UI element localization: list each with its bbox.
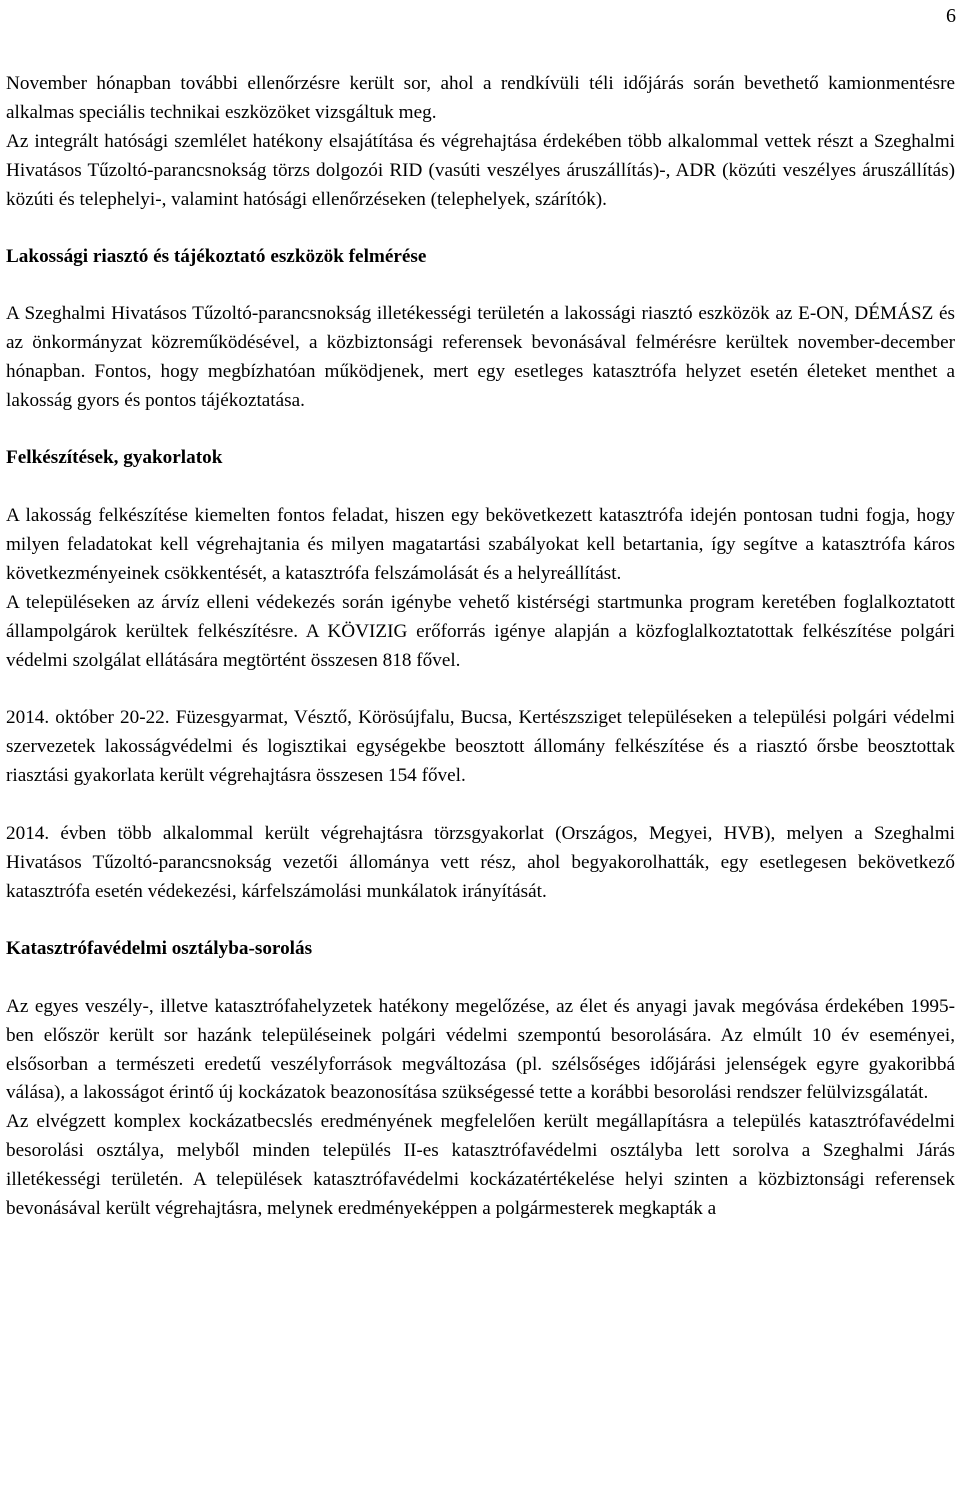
paragraph-lakossagi-1: A Szeghalmi Hivatásos Tűzoltó-parancsnokság illetékességi területén a lakossági riasztó eszközök az E-ON, DÉMÁSZ és az önkormányzat közreműködésével, a közbiztonsági referensek bevonásával felmérésre kerültek november-december hónapban. Fontos, hogy megbízhatóan működjenek, mert egy esetleges katasztrófa helyzet esetén életeket menthet a lakosság gyors és pontos tájékoztatása. (6, 303, 955, 412)
document-body (6, 70, 955, 1224)
heading-besorolas: Katasztrófavédelmi osztályba-sorolás (6, 937, 313, 959)
paragraph-felkeszitesek-4: 2014. évben több alkalommal került végrehajtásra törzsgyakorlat (Országos, Megyei, HVB), melyen a Szeghalmi Hivatásos Tűzoltó-parancsnokság vezetői állománya vett rész, ahol begyakorolhatták, egy esetlegesen bekövetkező katasztrófa esetén védekezési, kárfelszámolási munkálatok irányítását. (6, 823, 955, 902)
paragraph-besorolas-1: Az egyes veszély-, illetve katasztrófahelyzetek hatékony megelőzése, az élet és anyagi javak megóvása érdekében 1995-ben először került sor hazánk településeinek polgári védelmi szempontú besorolására. Az elmúlt 10 év eseményei, elsősorban a természeti eredetű veszélyforrások megváltozása (pl. szélsőséges időjárási jelenségek egyre gyakoribbá válása), a lakosságot érintő új kockázatok beazonosítása szükségessé tette a korábbi besorolási rendszer felülvizsgálatát. (6, 995, 955, 1104)
paragraph-felkeszitesek-3: 2014. október 20-22. Füzesgyarmat, Vésztő, Körösújfalu, Bucsa, Kertészsziget településeken a települési polgári védelmi szervezetek lakosságvédelmi és logisztikai egységekbe beosztott állomány felkészítése és a riasztó őrsbe beosztottak riasztási gyakorlata került végrehajtásra összesen 154 fővel. (6, 707, 955, 787)
paragraph-intro-2: Az integrált hatósági szemlélet hatékony elsajátítása és végrehajtása érdekében több alkalommal vettek részt a Szeghalmi Hivatásos Tűzoltó-parancsnokság törzs dolgozói RID (vasúti veszélyes áruszállítás)-, ADR (közúti veszélyes áruszállítás) közúti és telephelyi-, valamint hatósági ellenőrzéseken (telephelyek, szárítók). (6, 130, 955, 210)
page-number: 6 (946, 5, 956, 27)
heading-felkeszitesek: Felkészítések, gyakorlatok (6, 447, 223, 469)
paragraph-felkeszitesek-2: A településeken az árvíz elleni védekezés során igénybe vehető kistérségi startmunka program keretében foglalkoztatott állampolgárok kerültek felkészítésre. A KÖVIZIG erőforrás igénye alapján a közfoglalkoztatottak felkészítése polgári védelmi szolgálat ellátására megtörtént összesen 818 fővel. (6, 591, 955, 671)
paragraph-besorolas-2: Az elvégzett komplex kockázatbecslés eredményének megfelelően került megállapításra a település katasztrófavédelmi besorolási osztálya, melyből minden település II-es katasztrófavédelmi osztályba lett sorolva a Szeghalmi Járás illetékességi területén. A települések katasztrófavédelmi kockázatértékelése helyi szinten a közbiztonsági referensek bevonásával került végrehajtásra, melynek eredményeképpen a polgármesterek megkapták a (6, 1111, 955, 1220)
paragraph-intro-1: November hónapban további ellenőrzésre került sor, ahol a rendkívüli téli időjárás során bevethető kamionmentésre alkalmas speciális technikai eszközöket vizsgáltuk meg. (6, 73, 955, 123)
paragraph-felkeszitesek-1: A lakosság felkészítése kiemelten fontos feladat, hiszen egy bekövetkezett katasztrófa idején pontosan tudni fogja, hogy milyen feladatokat kell végrehajtania és milyen magatartási szabályokat kell betartania, így segítve a katasztrófa káros következményeinek csökkentését, a katasztrófa felszámolását és a helyreállítást. (6, 504, 955, 584)
heading-lakossagi: Lakossági riasztó és tájékoztató eszközök felmérése (6, 245, 427, 267)
